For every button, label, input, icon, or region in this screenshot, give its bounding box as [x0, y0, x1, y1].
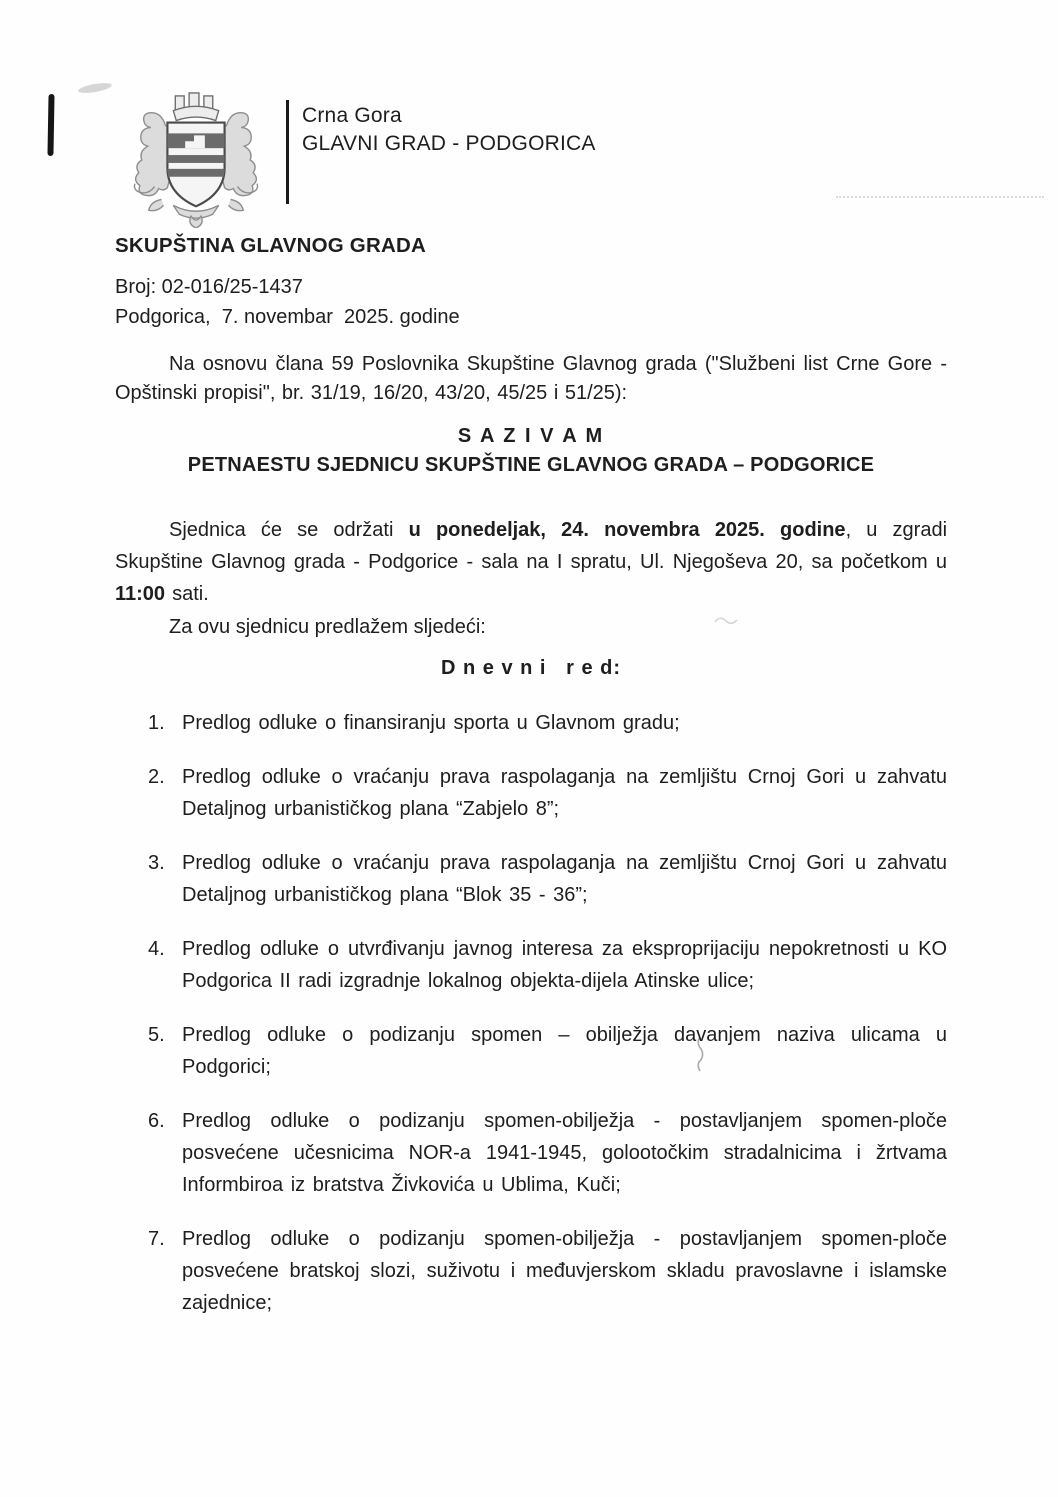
agenda-item-1: [148, 707, 947, 739]
agenda-item-7: [148, 1223, 947, 1319]
convocation-block: [115, 424, 947, 478]
agenda-item-6: [148, 1105, 947, 1201]
agenda-item-text: Predlog odluke o vraćanju prava raspolaganja na zemljištu Crnoj Gori u zahvatu Detaljnog urbanističkog plana “Zabjelo 8”;: [182, 766, 947, 820]
session-text-1: Sjednica će se održati: [169, 519, 409, 541]
session-text-3: sati.: [165, 583, 209, 605]
agenda-item-text: Predlog odluke o podizanju spomen-obilježja - postavljanjem spomen-ploče posvećene bratskoj slozi, suživotu i međuvjerskom skladu pravoslavne i islamske zajednice;: [182, 1228, 947, 1314]
agenda-heading: D n e v n i r e d:: [440, 657, 622, 679]
agenda-item-number: 7.: [148, 1228, 165, 1250]
header-divider: [286, 100, 289, 204]
scan-artifact-bar: [47, 94, 54, 156]
document-number: Broj: 02-016/25-1437: [115, 276, 303, 298]
session-date-bold: u ponedeljak, 24. novembra 2025. godine: [408, 519, 846, 541]
letterhead-header: [122, 90, 596, 228]
session-details-paragraph: [115, 514, 947, 610]
convocation-title: S A Z I V A M: [457, 425, 605, 447]
header-country: Crna Gora: [302, 104, 402, 127]
agenda-item-2: [148, 761, 947, 825]
agenda-item-text: Predlog odluke o utvrđivanju javnog interesa za eksproprijaciju nepokretnosti u KO Podgorica II radi izgradnje lokalnog objekta-dijela Atinske ulice;: [182, 938, 947, 992]
podgorica-coat-of-arms-icon: [122, 90, 270, 228]
agenda-item-number: 1.: [148, 712, 165, 734]
agenda-item-text: Predlog odluke o vraćanju prava raspolaganja na zemljištu Crnoj Gori u zahvatu Detaljnog urbanističkog plana “Blok 35 - 36”;: [182, 852, 947, 906]
place-date-line: Podgorica, 7. novembar 2025. godine: [115, 306, 460, 328]
agenda-item-number: 6.: [148, 1110, 165, 1132]
header-city: GLAVNI GRAD - PODGORICA: [302, 132, 596, 155]
agenda-item-5: [148, 1019, 947, 1083]
agenda-item-number: 2.: [148, 766, 165, 788]
agenda-item-text: Predlog odluke o podizanju spomen – obilježja davanjem naziva ulicama u Podgorici;: [182, 1024, 947, 1078]
convocation-subtitle: PETNAESTU SJEDNICU SKUPŠTINE GLAVNOG GRADA – PODGORICE: [187, 454, 875, 476]
scan-artifact-smudge: [78, 81, 113, 95]
proposal-intro-line: Za ovu sjednicu predlažem sljedeći:: [169, 616, 486, 638]
agenda-item-text: Predlog odluke o podizanju spomen-obilježja - postavljanjem spomen-ploče posvećene učesnicima NOR-a 1941-1945, golootočkim stradalnicima i žrtvama Informbiroa iz bratstva Živkovića u Ublima, Kuči;: [182, 1110, 947, 1196]
agenda-list: [115, 707, 947, 1319]
legal-basis-paragraph: Na osnovu člana 59 Poslovnika Skupštine Glavnog grada ("Službeni list Crne Gore - Opštinski propisi", br. 31/19, 16/20, 43/20, 45/25 i 51/25):: [115, 353, 947, 404]
session-text-2: , u zgradi Skupštine Glavnog grada - Podgorice - sala na I spratu, Ul. Njegoševa 20, sa početkom u: [115, 519, 948, 573]
agenda-item-3: [148, 847, 947, 911]
agenda-item-text: Predlog odluke o finansiranju sporta u Glavnom gradu;: [182, 712, 680, 734]
institution-name: SKUPŠTINA GLAVNOG GRADA: [115, 234, 426, 257]
document-body: [115, 233, 947, 1341]
agenda-item-number: 3.: [148, 852, 165, 874]
scan-artifact-dotted-line: [836, 196, 1044, 198]
agenda-item-number: 5.: [148, 1024, 165, 1046]
agenda-item-number: 4.: [148, 938, 165, 960]
session-time-bold: 11:00: [115, 583, 166, 605]
agenda-item-4: [148, 933, 947, 997]
